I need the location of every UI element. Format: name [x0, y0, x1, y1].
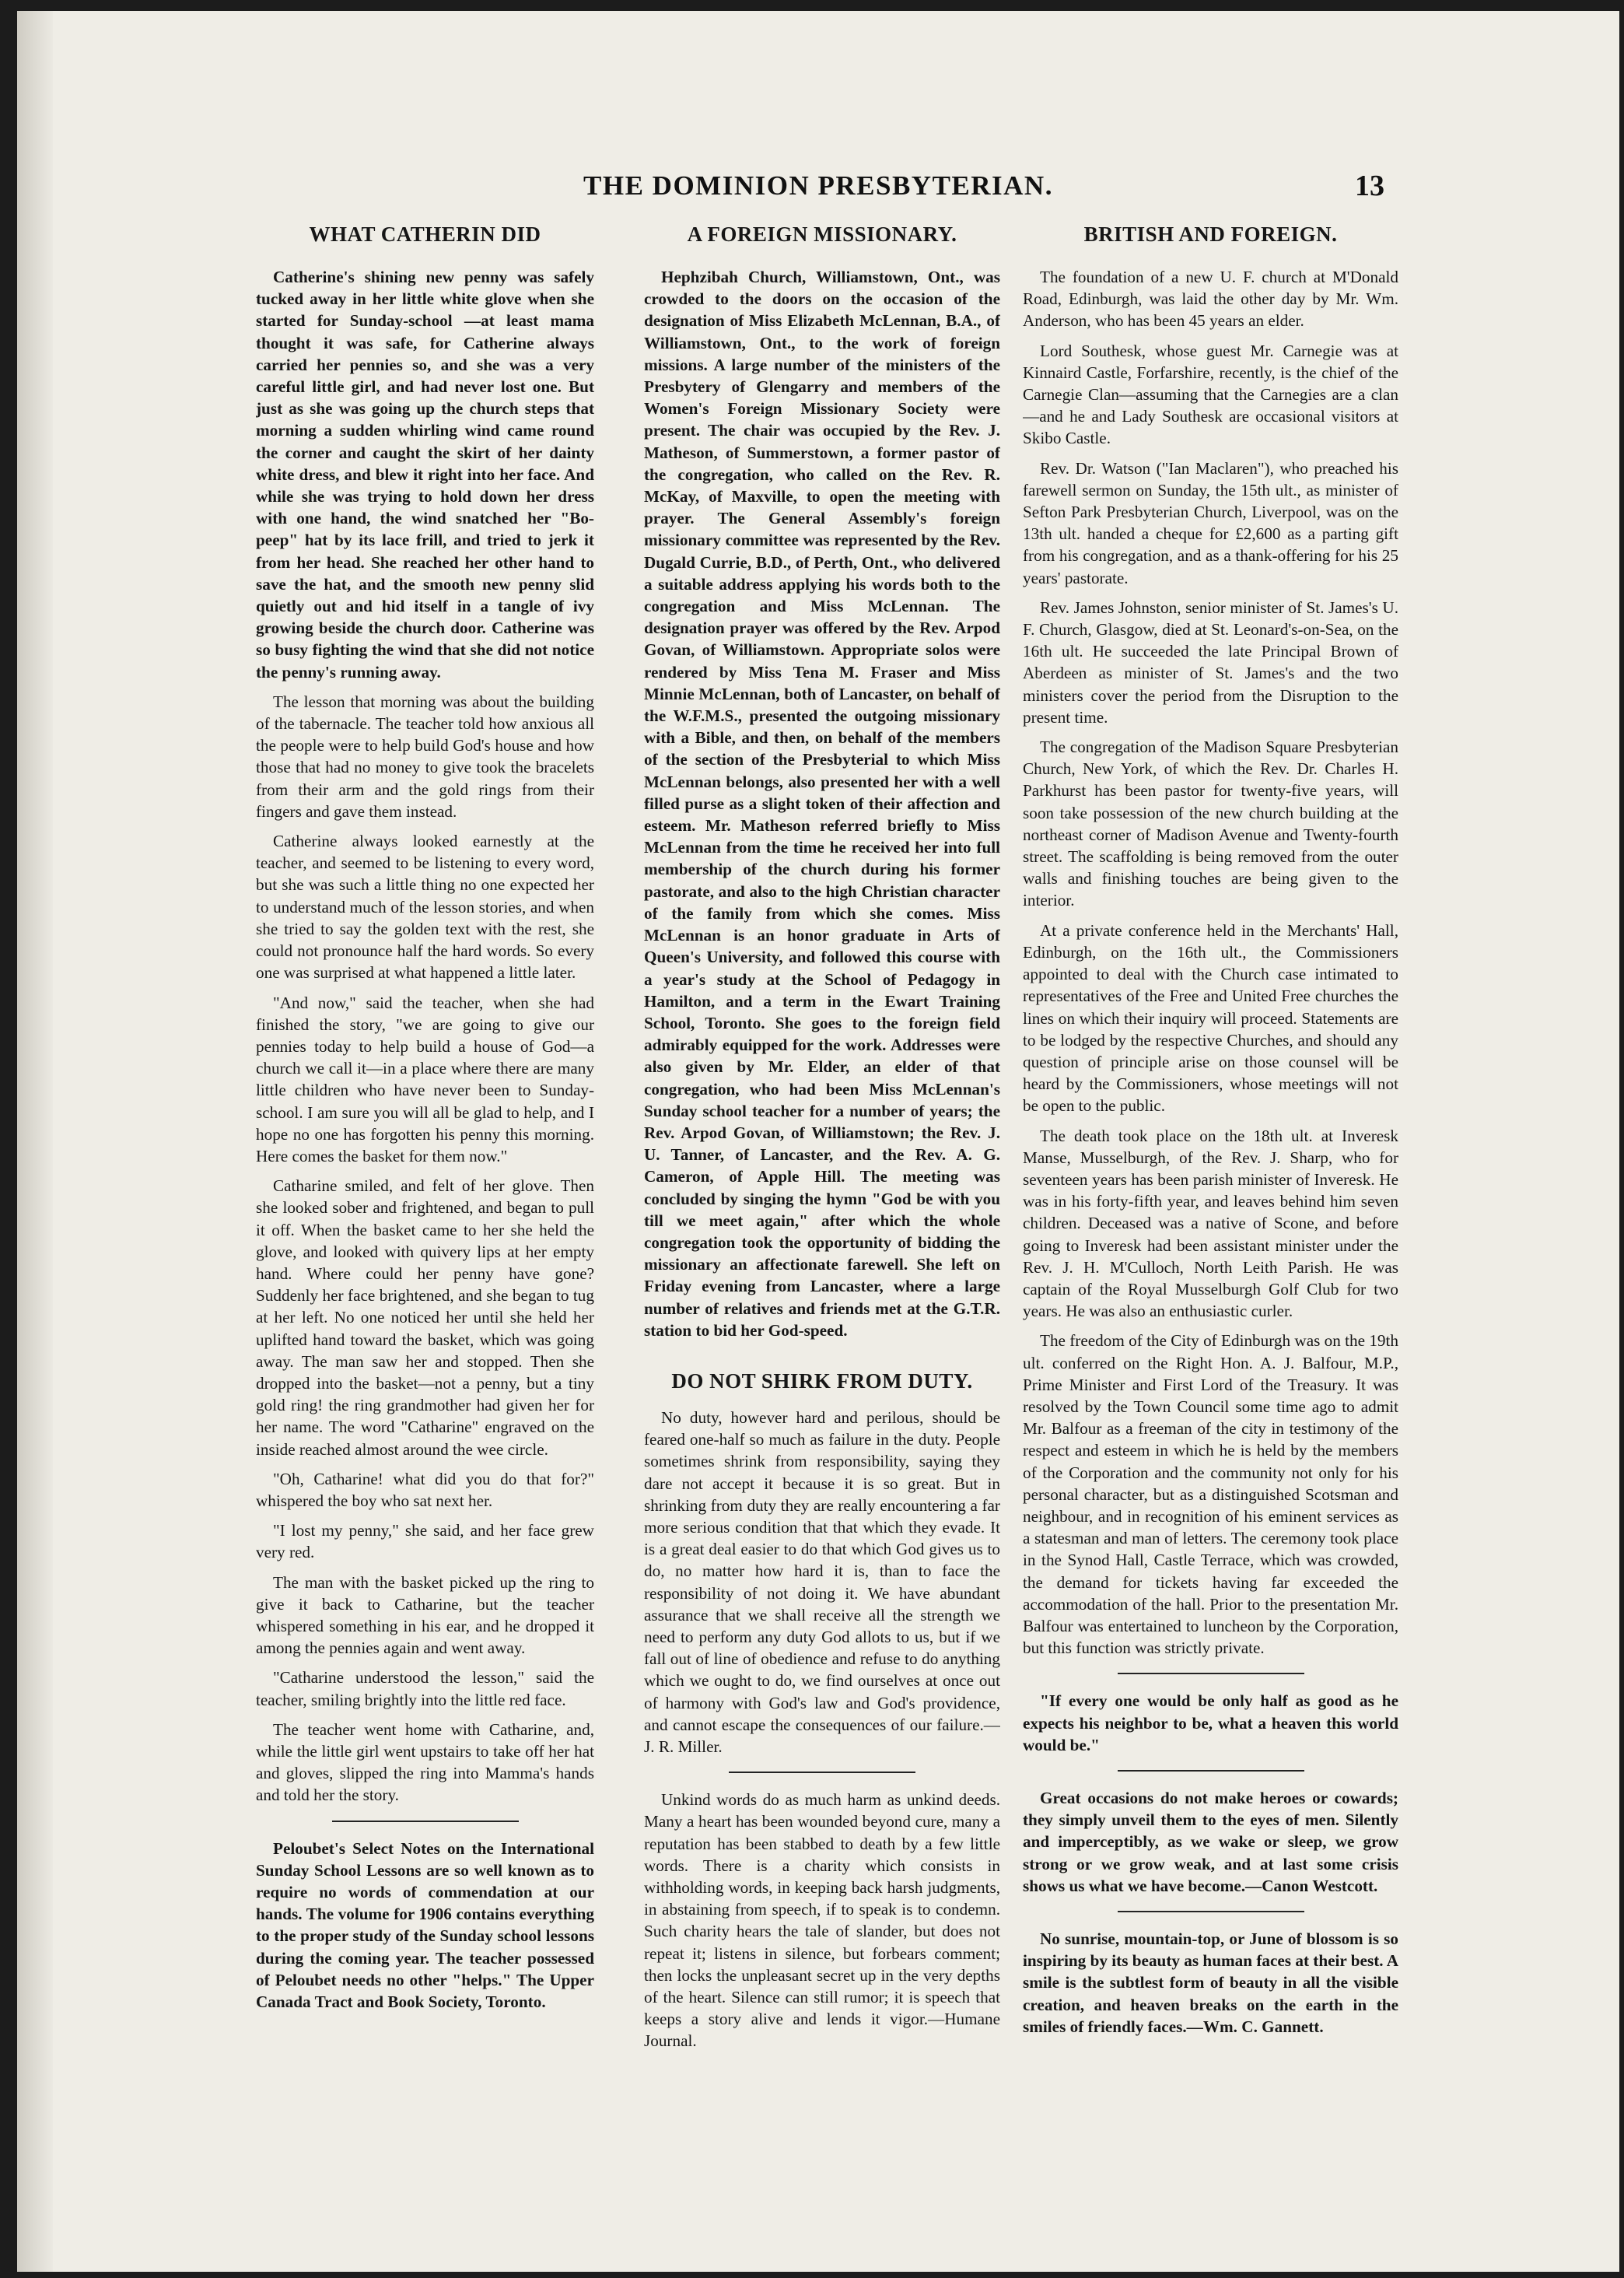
- article-paragraph: The lesson that morning was about the building of the tabernacle. The teacher told how anxious all the people were to help build God's house and how those that had no money to give took the bracelets from their arm and the gold rings from their fingers and gave them instead.: [256, 692, 594, 821]
- column-foreign-missionary: [644, 221, 1000, 2259]
- article-paragraph: The man with the basket picked up the ring to give it back to Catharine, but the teacher whispered something in his ear, and he dropped it among the pennies again and went away.: [256, 1572, 594, 1658]
- article-title: BRITISH AND FOREIGN.: [1083, 223, 1338, 246]
- article-paragraph: Rev. James Johnston, senior minister of St. James's U. F. Church, Glasgow, died at St. Leonard's-on-Sea, on the 16th ult. He succeeded the late Principal Brown of Aberdeen as minister of St. James's and the two ministers cover the period from the Disruption to the present time.: [1023, 598, 1398, 727]
- article-title: DO NOT SHIRK FROM DUTY.: [671, 1369, 973, 1393]
- article-paragraph: The foundation of a new U. F. church at M'Donald Road, Edinburgh, was laid the other day by Mr. Wm. Anderson, who has been 45 years an elder.: [1023, 268, 1398, 331]
- divider-rule: [729, 1772, 915, 1773]
- article-paragraph: Catherine's shining new penny was safely tucked away in her little white glove when she started for Sunday-school —at least mama thought it was safe, for Catherine always carried her pennies so, and she was a very careful little girl, and had never lost one. But just as she was going up the church steps that morning a sudden whirling wind came round the corner and caught the skirt of her dainty white dress, and blew it right into her face. And while she was trying to hold down her dress with one hand, the wind snatched her "Bo-peep" hat by its lace frill, and tried to jerk it from her head. She reached her other hand to save the hat, and the smooth new penny slid quietly out and hid itself in a tangle of ivy growing beside the church door. Catherine was so busy fighting the wind that she did not notice the penny's running away.: [256, 268, 594, 682]
- divider-rule: [332, 1821, 519, 1822]
- article-paragraph: The teacher went home with Catharine, and, while the little girl went upstairs to take off her hat and gloves, slipped the ring into Mamma's hands and told her the story.: [256, 1719, 594, 1805]
- notice-paragraph: Peloubet's Select Notes on the International Sunday School Lessons are so well known as to require no words of commendation at our hands. The volume for 1906 contains everything to the proper study of the Sunday school lessons during the coming year. The teacher possessed of Peloubet needs no other "helps." The Upper Canada Tract and Book Society, Toronto.: [256, 1838, 594, 2012]
- article-paragraph: "Oh, Catharine! what did you do that for?" whispered the boy who sat next her.: [256, 1469, 594, 1510]
- quote-paragraph: Great occasions do not make heroes or cowards; they simply unveil them to the eyes of men. Silently and imperceptibly, as we wake or sleep, we grow strong or we grow weak, and at last some crisis shows us what we have become.—Canon Westcott.: [1023, 1789, 1398, 1895]
- article-title: WHAT CATHERIN DID: [309, 223, 541, 246]
- article-paragraph: Unkind words do as much harm as unkind deeds. Many a heart has been wounded beyond cure, many a reputation has been stabbed to death by a few little words. There is a charity which consists in withholding words, in keeping back harsh judgments, in abstaining from speech, if to speak is to condemn. Such charity hears the tale of slander, but does not repeat it; listens in silence, but forbears comment; then locks the unpleasant secret up in the very depths of the heart. Silence can still rumor; it is speech that keeps a story alive and lends it vigor.—Humane Journal.: [644, 1790, 1000, 2051]
- column-british-and-foreign: [1023, 221, 1398, 2259]
- article-paragraph: "And now," said the teacher, when she had finished the story, "we are going to give our pennies today to help build a house of God—a church we call it—in a place where there are many little children who have never been to Sunday-school. I am sure you will all be glad to help, and I hope no one has forgotten his penny this morning. Here comes the basket for them now.": [256, 993, 594, 1165]
- article-paragraph: Catharine smiled, and felt of her glove. Then she looked sober and frightened, and began to pull it off. When the basket came to her she held the glove, and looked with quivery lips at her empty hand. Where could her penny have gone? Suddenly her face brightened, and she began to tug at her left. No one noticed her until she held her uplifted hand toward the basket, which was going away. The man saw her and stopped. Then she dropped into the basket—not a penny, but a tiny gold ring! the ring grandmother had given her for her name. The word "Catharine" engraved on the inside reached almost around the wee circle.: [256, 1176, 594, 1459]
- article-paragraph: The death took place on the 18th ult. at Inveresk Manse, Musselburgh, of the Rev. J. Sharp, who for seventeen years has been parish minister of Inveresk. He was in his forty-fifth year, and leaves behind him seven children. Deceased was a native of Scone, and before going to Inveresk had been assistant minister under the Rev. J. H. M'Culloch, North Leith Parish. He was captain of the Royal Musselburgh Golf Club for two years. He was also an enthusiastic curler.: [1023, 1126, 1398, 1321]
- quote-paragraph: No sunrise, mountain-top, or June of blossom is so inspiring by its beauty as human faces at their best. A smile is the subtlest form of beauty in all the visible creation, and heaven breaks on the earth in the smiles of friendly faces.—Wm. C. Gannett.: [1023, 1929, 1398, 2036]
- quote-paragraph: "If every one would be only half as good as he expects his neighbor to be, what a heaven this world would be.": [1023, 1691, 1398, 1754]
- page-binding-edge: [17, 11, 53, 2272]
- divider-rule: [1118, 1911, 1304, 1912]
- page-number: 13: [1355, 170, 1384, 202]
- article-paragraph: Lord Southesk, whose guest Mr. Carnegie was at Kinnaird Castle, Forfarshire, recently, is the chief of the Carnegie Clan—assuming that the Carnegies are a clan—and he and Lady Southesk are occasional visitors at Skibo Castle.: [1023, 341, 1398, 448]
- article-title: A FOREIGN MISSIONARY.: [687, 223, 957, 246]
- newspaper-page: [17, 11, 1619, 2272]
- article-paragraph: The congregation of the Madison Square Presbyterian Church, New York, of which the Rev. Dr. Charles H. Parkhurst has been pastor for twenty-five years, will soon take possession of the new church building at the northeast corner of Madison Avenue and Twenty-fourth street. The scaffolding is being removed from the outer walls and finishing touches are being given to the interior.: [1023, 738, 1398, 910]
- article-paragraph: The freedom of the City of Edinburgh was on the 19th ult. conferred on the Right Hon. A. J. Balfour, M.P., Prime Minister and First Lord of the Treasury. It was resolved by the Town Council some time ago to admit Mr. Balfour as a freeman of the city in testimony of the respect and esteem in which he is held by the members of the Corporation and the community not only for his personal character, but as a distinguished Scotsman and neighbour, and in recognition of his eminent services as a statesman and man of letters. The ceremony took place in the Synod Hall, Castle Terrace, which was crowded, the demand for tickets having far exceeded the accommodation of the hall. Prior to the presentation Mr. Balfour was entertained to luncheon by the Corporation, but this function was strictly private.: [1023, 1331, 1398, 1658]
- article-paragraph: "Catharine understood the lesson," said the teacher, smiling brightly into the little red face.: [256, 1668, 594, 1709]
- divider-rule: [1118, 1770, 1304, 1772]
- article-paragraph: Hephzibah Church, Williamstown, Ont., was crowded to the doors on the occasion of the designation of Miss Elizabeth McLennan, B.A., of Williamstown, Ont., to the work of foreign missions. A large number of the ministers of the Presbytery of Glengarry and members of the Women's Foreign Missionary Society were present. The chair was occupied by the Rev. J. Matheson, of Summerstown, a former pastor of the congregation, who called on the Rev. R. McKay, of Maxville, to open the meeting with prayer. The General Assembly's foreign missionary committee was represented by the Rev. Dugald Currie, B.D., of Perth, Ont., who delivered a suitable address applying his words both to the congregation and Miss McLennan. The designation prayer was offered by the Rev. Arpod Govan, of Williamstown. Appropriate solos were rendered by Miss Tena M. Fraser and Miss Minnie McLennan, both of Lancaster, on behalf of the W.F.M.S., presented the outgoing missionary with a Bible, and then, on behalf of the members of the section of the Presbyterial to which Miss McLennan belongs, also presented her with a well filled purse as a slight token of their affection and esteem. Mr. Matheson referred briefly to Miss McLennan from the time he received her into full membership of the church during his former pastorate, and also to the high Christian character of the family from which she comes. Miss McLennan is an honor graduate in Arts of Queen's University, and followed this course with a year's study at the School of Pedagogy in Hamilton, and a term in the Ewart Training School, Toronto. She goes to the foreign field admirably equipped for the work. Addresses were also given by Mr. Elder, an elder of that congregation, who had been Miss McLennan's Sunday school teacher for a number of years; the Rev. Arpod Govan, of Williamstown; the Rev. J. U. Tanner, of Lancaster, and the Rev. A. G. Cameron, of Apple Hill. The meeting was concluded by singing the hymn "God be with you till we meet again," after which the whole congregation took the opportunity of bidding the missionary an affectionate farewell. She left on Friday evening from Lancaster, where a large number of relatives and friends met at the G.T.R. station to bid her God-speed.: [644, 268, 1000, 1340]
- article-paragraph: Rev. Dr. Watson ("Ian Maclaren"), who preached his farewell sermon on Sunday, the 15th ult., as minister of Sefton Park Presbyterian Church, Liverpool, was on the 13th ult. handed a cheque for £2,600 as a parting gift from his congregation, and as a thank-offering for his 25 years' pastorate.: [1023, 458, 1398, 587]
- article-paragraph: At a private conference held in the Merchants' Hall, Edinburgh, on the 16th ult., the Commissioners appointed to deal with the Church case intimated to representatives of the Free and United Free churches the lines on which their inquiry will proceed. Statements are to be lodged by the respective Churches, and should any question of principle arise on those counsel will be heard by the Commissioners, whose meetings will not be open to the public.: [1023, 920, 1398, 1116]
- column-what-catherin-did: [256, 221, 594, 2259]
- article-paragraph: Catherine always looked earnestly at the teacher, and seemed to be listening to every word, but she was such a little thing no one expected her to understand much of the lesson stories, and when she tried to say the golden text with the rest, she could not pronounce half the hard words. So every one was surprised at what happened a little later.: [256, 832, 594, 983]
- masthead: THE DOMINION PRESBYTERIAN.: [583, 170, 1053, 201]
- article-paragraph: "I lost my penny," she said, and her face grew very red.: [256, 1521, 594, 1562]
- article-paragraph: No duty, however hard and perilous, should be feared one-half so much as failure in the duty. People sometimes shrink from responsibility, saying they dare not accept it because it is so great. But in shrinking from duty they are really encountering a far more serious condition that that which they evade. It is a great deal easier to do that which God gives us to do, no matter how hard it is, than to face the responsibility of not doing it. We have abundant assurance that we shall receive all the strength we need to perform any duty God allots to us, but if we fall out of line of obedience and refuse to do anything which we ought to do, we find ourselves at once out of harmony with God's law and God's providence, and cannot escape the consequences of our failure.—J. R. Miller.: [644, 1407, 1000, 1756]
- divider-rule: [1118, 1673, 1304, 1674]
